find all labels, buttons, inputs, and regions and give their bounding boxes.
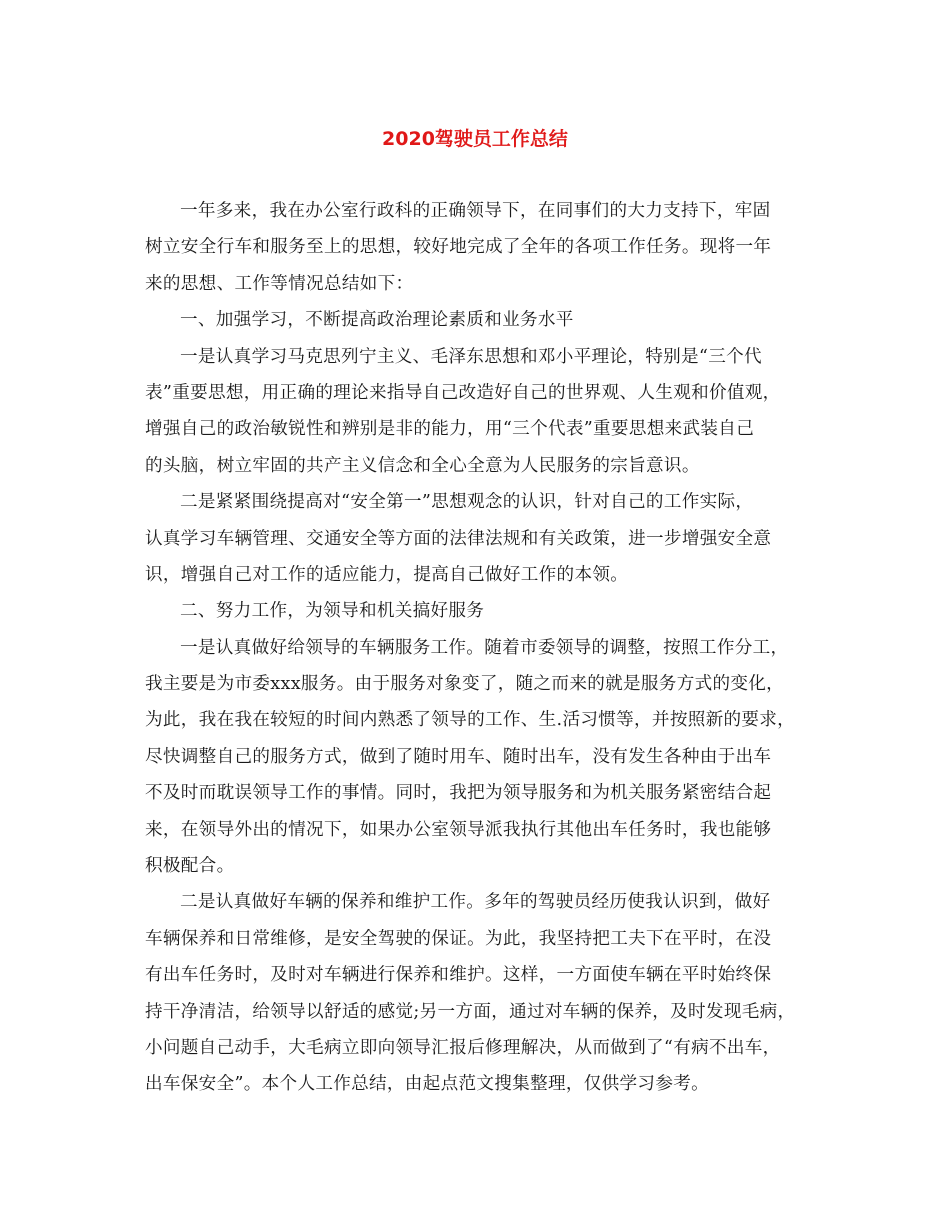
text-line: 小问题自己动手，大毛病立即向领导汇报后修理解决，从而做到了“有病不出车， bbox=[145, 1037, 781, 1058]
text-line: 来的思想、工作等情况总结如下： bbox=[145, 273, 414, 294]
text-line: 一、加强学习，不断提高政治理论素质和业务水平 bbox=[180, 310, 574, 331]
text-line: 为此，我在我在较短的时间内熟悉了领导的工作、生.活习惯等，并按照新的要求， bbox=[145, 710, 796, 731]
text-line: 车辆保养和日常维修，是安全驾驶的保证。为此，我坚持把工夫下在平时，在没 bbox=[145, 928, 772, 949]
text-line: 的头脑，树立牢固的共产主义信念和全心全意为人民服务的宗旨意识。 bbox=[145, 455, 700, 476]
text-line: 出车保安全”。本个人工作总结，由起点范文搜集整理，仅供学习参考。 bbox=[145, 1074, 710, 1095]
document-body bbox=[145, 193, 813, 1103]
text-line: 认真学习车辆管理、交通安全等方面的法律法规和有关政策，进一步增强安全意 bbox=[145, 528, 772, 549]
text-line: 尽快调整自己的服务方式，做到了随时用车、随时出车，没有发生各种由于出车 bbox=[145, 746, 772, 767]
text-line: 积极配合。 bbox=[145, 856, 235, 877]
document-title: 2020驾驶员工作总结 bbox=[382, 128, 568, 150]
text-line: 持干净清洁，给领导以舒适的感觉;另一方面，通过对车辆的保养，及时发现毛病， bbox=[145, 1001, 796, 1022]
text-line: 二是认真做好车辆的保养和维护工作。多年的驾驶员经历使我认识到，做好 bbox=[180, 892, 771, 913]
text-line: 二是紧紧围绕提高对“安全第一”思想观念的认识，针对自己的工作实际， bbox=[180, 492, 754, 513]
text-line: 二、努力工作，为领导和机关搞好服务 bbox=[180, 601, 485, 622]
text-line: 有出车任务时，及时对车辆进行保养和维护。这样，一方面使车辆在平时始终保 bbox=[145, 965, 772, 986]
text-line: 一是认真学习马克思列宁主义、毛泽东思想和邓小平理论，特别是“三个代 bbox=[180, 346, 762, 367]
text-line: 一年多来，我在办公室行政科的正确领导下，在同事们的大力支持下，牢固 bbox=[180, 201, 771, 221]
text-line: 我主要是为市委xxx服务。由于服务对象变了，随之而来的就是服务方式的变化， bbox=[145, 674, 785, 695]
text-line: 不及时而耽误领导工作的事情。同时，我把为领导服务和为机关服务紧密结合起 bbox=[145, 783, 772, 804]
text-line: 一是认真做好给领导的车辆服务工作。随着市委领导的调整，按照工作分工， bbox=[180, 637, 789, 658]
text-line: 表”重要思想，用正确的理论来指导自己改造好自己的世界观、人生观和价值观， bbox=[145, 382, 781, 403]
text-line: 树立安全行车和服务至上的思想，较好地完成了全年的各项工作任务。现将一年 bbox=[145, 237, 772, 258]
text-line: 增强自己的政治敏锐性和辨别是非的能力，用“三个代表”重要思想来武装自己 bbox=[145, 419, 755, 440]
text-line: 识，增强自己对工作的适应能力，提高自己做好工作的本领。 bbox=[145, 564, 629, 585]
text-line: 来，在领导外出的情况下，如果办公室领导派我执行其他出车任务时，我也能够 bbox=[145, 819, 772, 840]
